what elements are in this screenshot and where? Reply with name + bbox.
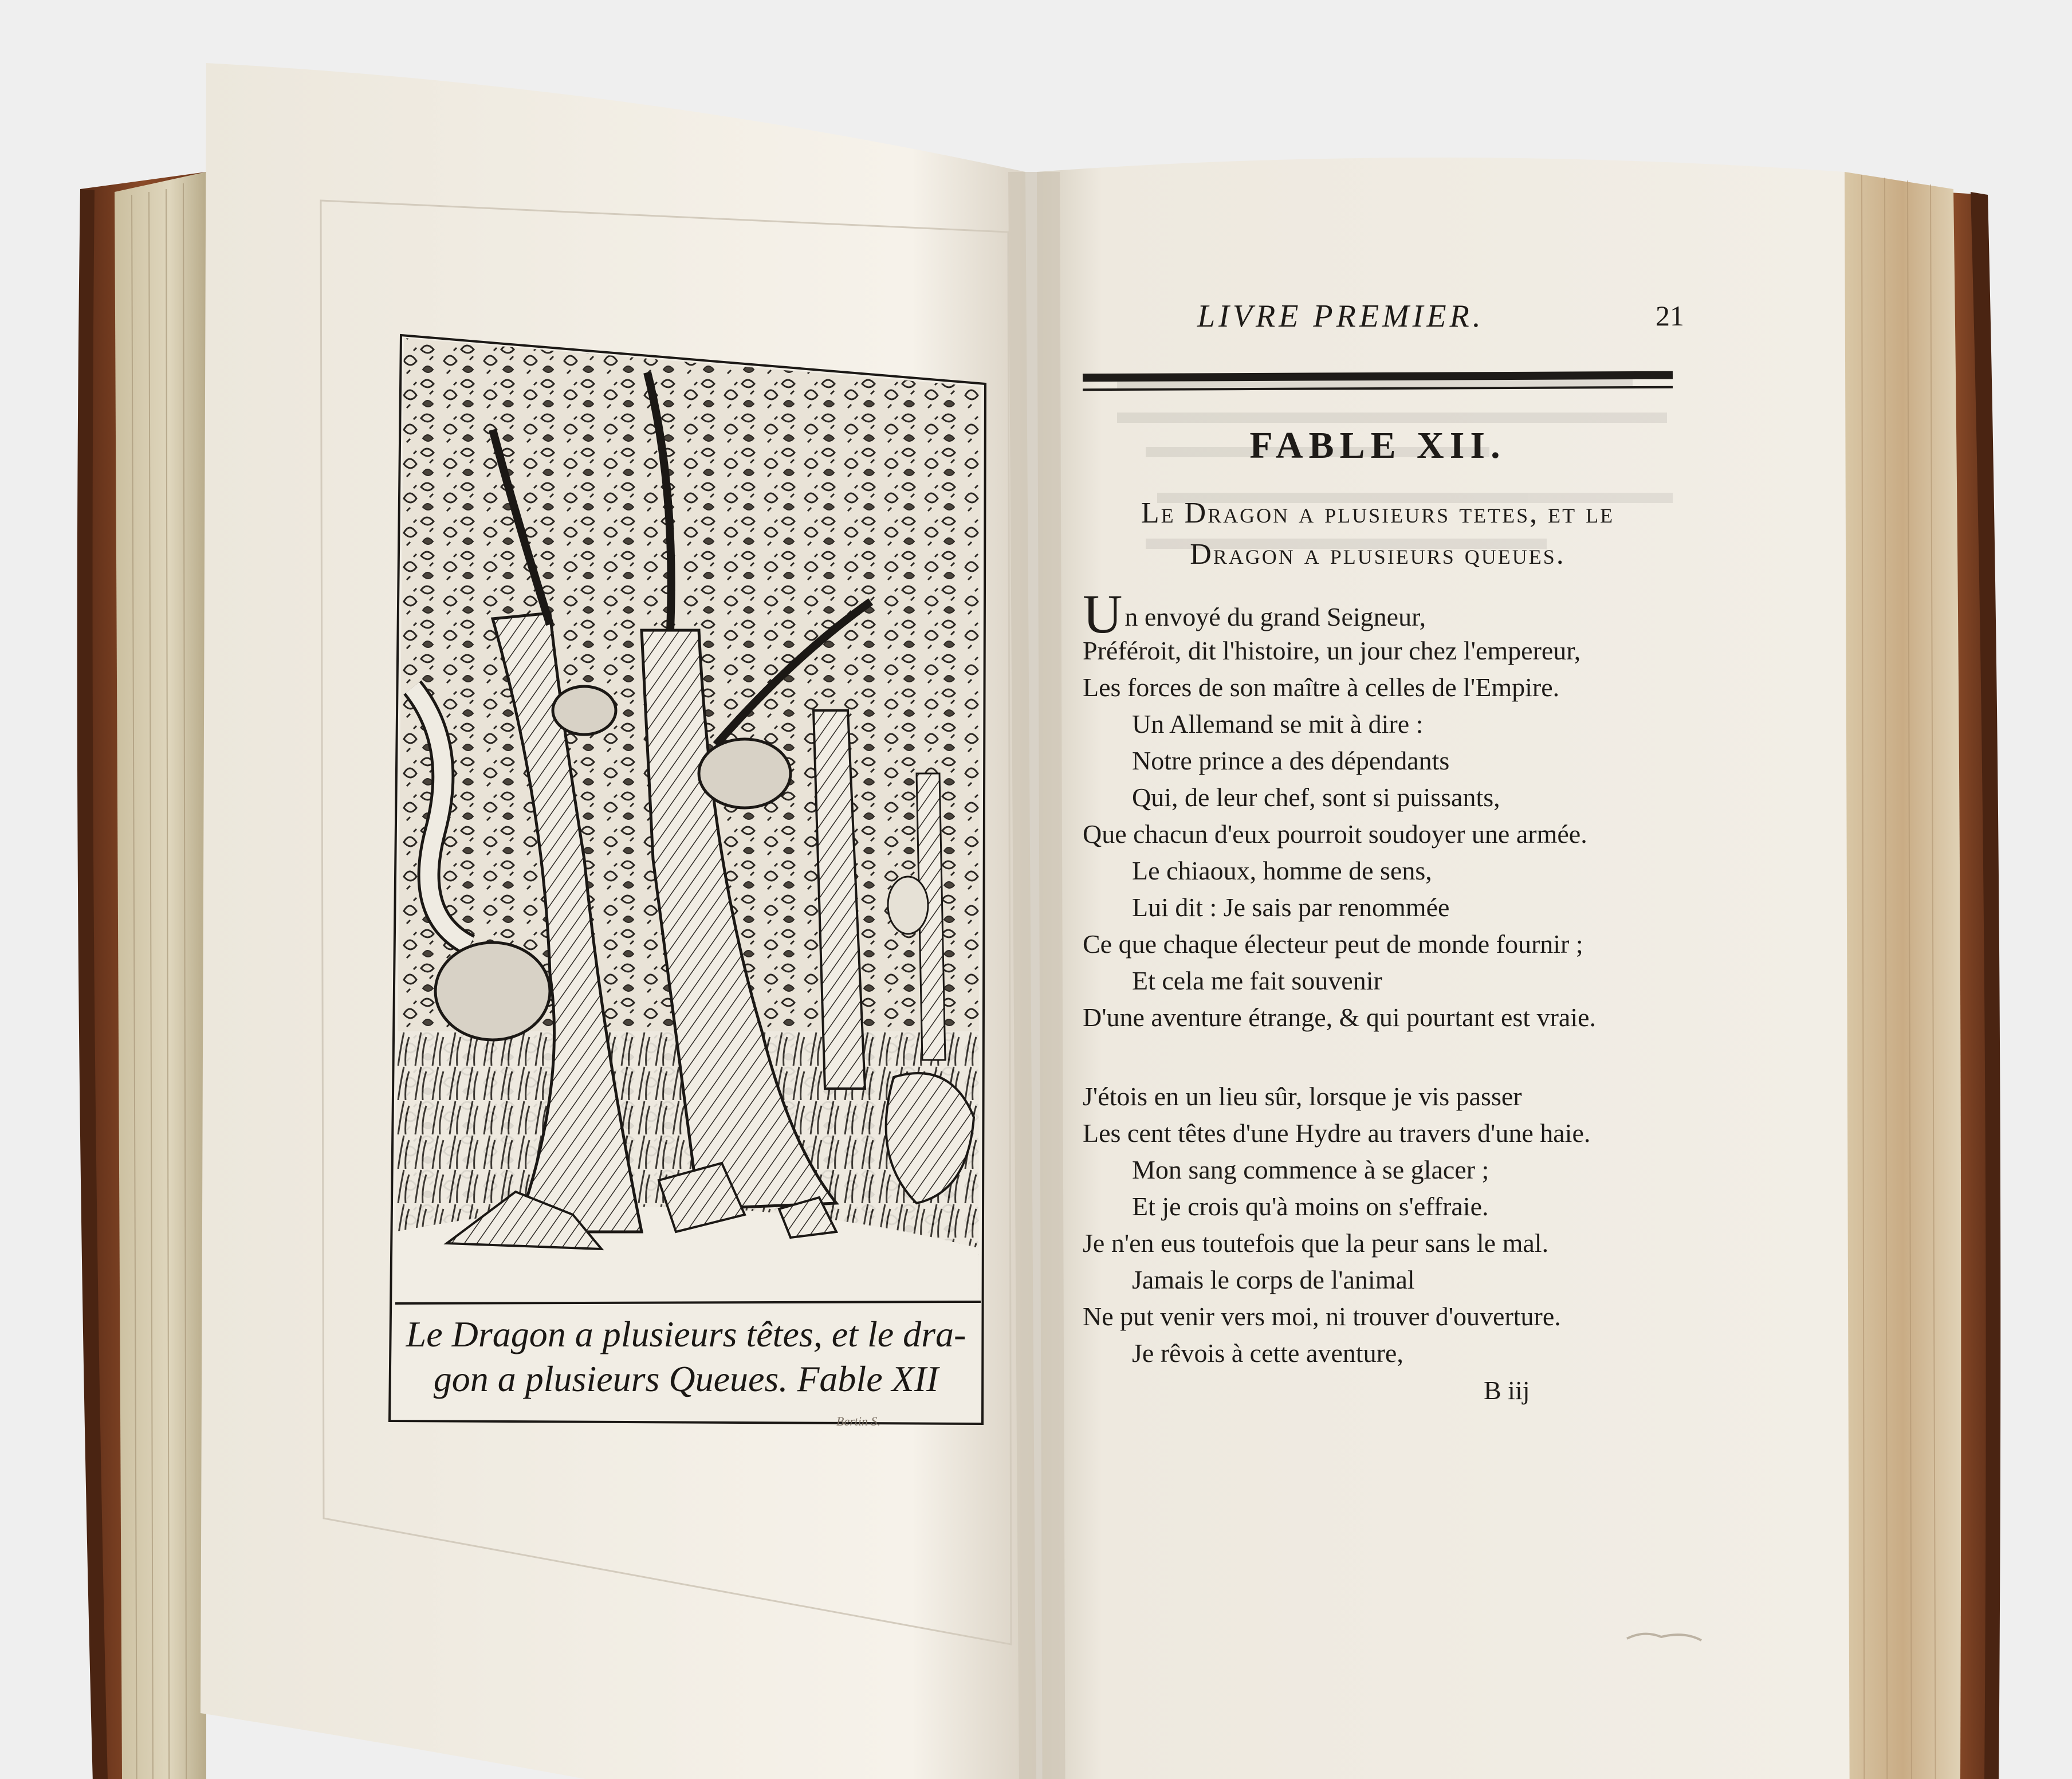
verse-line: Les forces de son maître à celles de l'Empire. [1083,673,1560,702]
verse-line: Les cent têtes d'une Hydre au travers d'une haie. [1083,1118,1591,1148]
verse-line: Et cela me fait souvenir [1132,966,1382,995]
verse-line: Jamais le corps de l'animal [1132,1265,1415,1294]
dragon-head-2 [699,739,791,808]
running-head [1197,298,1690,344]
verse-line: J'étois en un lieu sûr, lorsque je vis passer [1083,1082,1522,1111]
plate-caption-line-2: gon a plusieurs Queues. Fable XII [433,1358,939,1399]
fable-subtitle-line-1: Le Dragon a plusieurs tetes, et le [1141,497,1615,529]
signature-mark: B iij [1484,1376,1530,1405]
verse-line: Mon sang commence à se glacer ; [1132,1155,1489,1184]
engraver-signature: Bertin S. [836,1414,880,1428]
dragon-head-4 [888,877,928,934]
fable-title: FABLE XII. [1249,425,1506,466]
dragon-head-3 [435,942,550,1040]
verse-line: Que chacun d'eux pourroit soudoyer une armée. [1083,819,1587,849]
verse-line: Je rêvois à cette aventure, [1132,1338,1403,1368]
verse-text: n envoyé du grand Seigneur, [1125,602,1426,631]
engraving [390,332,991,1424]
plate-caption [395,1312,977,1401]
verse-line: Qui, de leur chef, sont si puissants, [1132,783,1500,812]
running-head-title: LIVRE PREMIER. [1197,299,1484,334]
drop-cap: U [1083,583,1123,645]
plate-caption-line-1: Le Dragon a plusieurs têtes, et le dra- [406,1314,966,1354]
verse-line: Notre prince a des dépendants [1132,746,1450,775]
verse-line: Un Allemand se mit à dire : [1132,709,1424,739]
verse-line [1083,583,1678,645]
verse-line: Préféroit, dit l'histoire, un jour chez l'empereur, [1083,636,1581,665]
verse-line: Ce que chaque électeur peut de monde fournir ; [1083,929,1583,959]
verse-line: D'une aventure étrange, & qui pourtant est vraie. [1083,1003,1597,1032]
fable-subtitle-line-2: Dragon a plusieurs queues. [1190,538,1566,571]
verse-line: Lui dit : Je sais par renommée [1132,893,1450,922]
fable-subtitle [1083,493,1673,575]
page-number: 21 [1656,300,1684,332]
left-page-stack [115,172,206,1779]
verse-line: Le chiaoux, homme de sens, [1132,856,1432,885]
verse-line: Ne put venir vers moi, ni trouver d'ouverture. [1083,1302,1561,1331]
verse-line: Je n'en eus toutefois que la peur sans le mal. [1083,1228,1549,1258]
verse-line: Et je crois qu'à moins on s'effraie. [1132,1192,1489,1221]
dragon-head-1 [553,686,616,735]
